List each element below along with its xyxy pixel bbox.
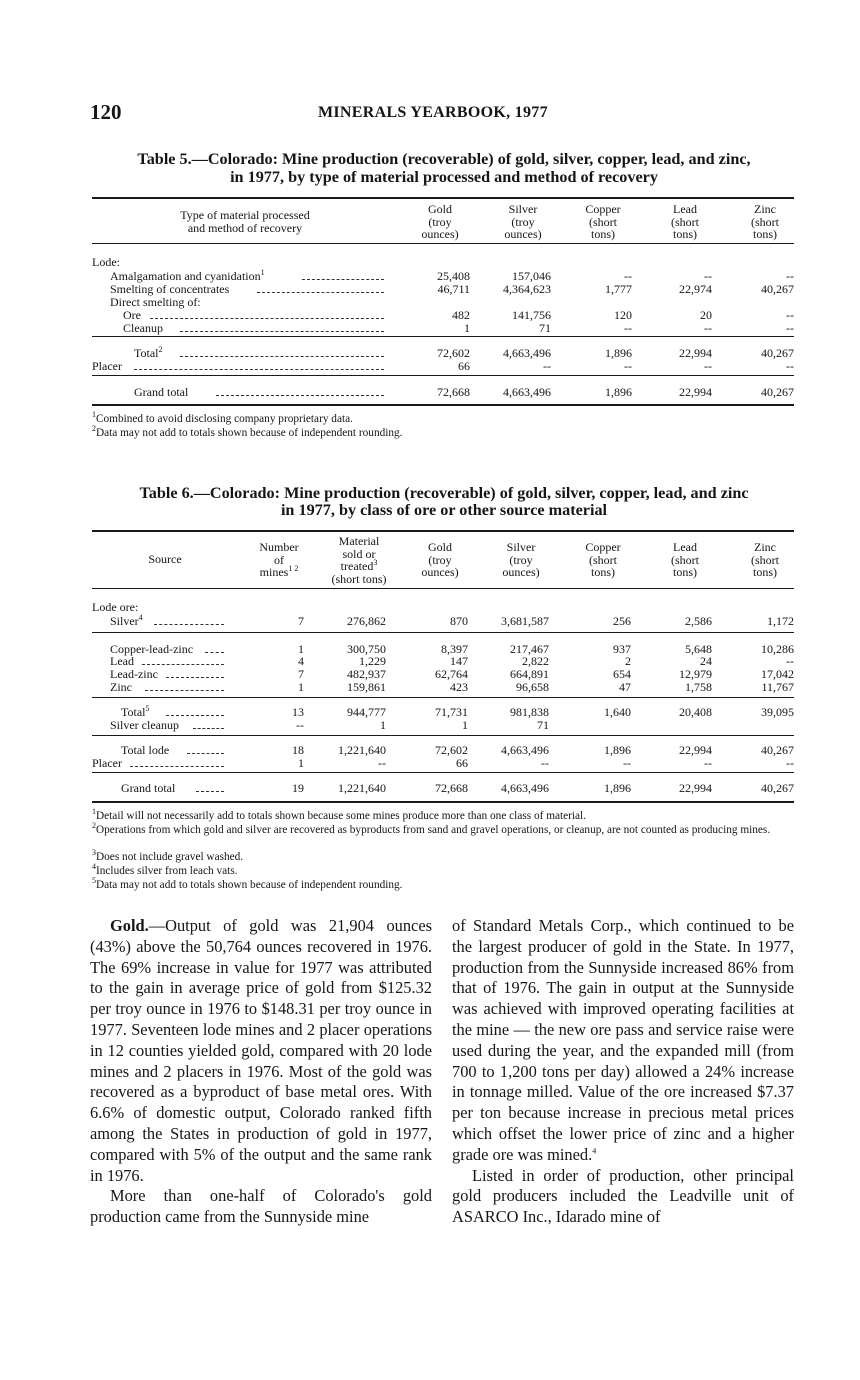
table5-cell-ore-gold: 482 [452,308,470,322]
body-column-right [452,916,794,1228]
table6-cell-silver-cleanup-silver: 71 [537,718,549,732]
table5-cell-smelting-gold: 46,711 [437,282,470,296]
table5-cell-smelting-copper: 1,777 [605,282,632,296]
table6-cell-lead-zinc-mines: 7 [298,667,304,681]
sunnyside-paragraph-cont: of Standard Metals Corp., which continued to be the largest producer of gold in the State. In 1977, production from the Sunnyside increased 86% from that of 1976. The gain in output at the Sunnyside was achieved with improved operating facilities at the mine — the new ore pass and service raise were used during the year, and the expanded mill (from 700 to 1,200 tons per day) allowed a 24% increase in tonnage milled. Value of the ore increased $7.37 per ton because increase in precious metal prices which offset the lower price of zinc and a higher grade ore was mined.$^4$ [452,916,794,1164]
table5-cell-smelting-silver: 4,364,623 [503,282,551,296]
leader-dots [205,652,224,653]
table6-cell-placer-zinc: -- [786,756,794,770]
table6-cell-lead-silver: 2,822 [522,654,549,668]
table6-cell-lead-zinc-copper: 654 [613,667,631,681]
leader-dots [145,690,224,691]
table5-footnote-2: $^2$Data may not add to totals shown because of independent rounding. [92,424,403,439]
table6-cell-silver-mines: 7 [298,614,304,628]
leader-dots [150,318,384,319]
table5-header-lead: Lead (short tons) [671,202,699,241]
table6-cell-lead-zinc-zinc: 17,042 [761,667,794,681]
table6-cell-lead-zinc-gold: 62,764 [435,667,468,681]
table6-cell-placer-gold: 66 [456,756,468,770]
leader-dots [187,753,224,754]
table6-cell-lead-zinc-silver: 664,891 [510,667,549,681]
table5-cell-ore-zinc: -- [786,308,794,322]
table5-header-zinc: Zinc (short tons) [751,202,779,241]
table6-cell-total-gold: 71,731 [435,705,468,719]
table6-cell-lead-copper: 2 [625,654,631,668]
table5-cell-total-zinc: 40,267 [761,346,794,360]
table6-cell-grand-total-silver: 4,663,496 [501,781,549,795]
table6-header-number-of-mines: Number of mines$^{1 2}$ [259,540,299,579]
table6-cell-cu-pb-zn-silver: 217,467 [510,642,549,656]
table5-row-total: Total$^2$ [134,345,163,360]
table6-cell-cu-pb-zn-gold: 8,397 [441,642,468,656]
table5-row-grand-total: Grand total [134,385,189,399]
leader-dots [130,766,224,767]
table5-row-ore: Ore [123,308,141,322]
table6-cell-lead-mines: 4 [298,654,304,668]
table6-cell-silver-material: 276,862 [347,614,386,628]
table6-cell-lead-material: 1,229 [359,654,386,668]
table5-header-copper: Copper (short tons) [585,202,621,241]
table6-header-lead: Lead (short tons) [671,540,699,579]
table5-row-placer: Placer [92,359,122,373]
table5-cell-smelting-lead: 22,974 [679,282,712,296]
table6-cell-total-lode-silver: 4,663,496 [501,743,549,757]
table6-cell-placer-lead: -- [704,756,712,770]
table6-cell-silver-gold: 870 [450,614,468,628]
table6-row-total-lode: Total lode [121,743,170,757]
table5-cell-amalgamation-lead: -- [704,269,712,283]
table6-title-line1: Table 6.—Colorado: Mine production (recoverable) of gold, silver, copper, lead, and zinc [139,484,749,502]
table6-cell-silver-lead: 2,586 [685,614,712,628]
table6-row-zinc: Zinc [110,680,132,694]
table6-cell-total-copper: 1,640 [604,705,631,719]
table5-cell-total-lead: 22,994 [679,346,712,360]
other-producers-paragraph: Listed in order of production, other principal gold producers included the Leadville unit of ASARCO Inc., Idarado mine of [452,1165,794,1227]
table5-title-line1: Table 5.—Colorado: Mine production (recoverable) of gold, silver, copper, lead, and zinc, [137,150,751,168]
table6-cell-lead-lead: 24 [700,654,712,668]
page-number: 120 [90,100,122,124]
leader-dots [216,395,384,396]
table5-cell-smelting-zinc: 40,267 [761,282,794,296]
table6-cell-zinc-lead: 1,758 [685,680,712,694]
table6-row-total: Total$^5$ [121,704,150,719]
table6-cell-total-zinc: 39,095 [761,705,794,719]
table6-subtotal-rule [92,697,794,698]
table6-cell-total-lode-lead: 22,994 [679,743,712,757]
table6-cell-lead-zinc-material: 482,937 [347,667,386,681]
table6-row-silver: Silver$^4$ [110,613,143,628]
table6-cell-zinc-mines: 1 [298,680,304,694]
table6-cell-lead-zinc: -- [786,654,794,668]
table6-cell-zinc-silver: 96,658 [516,680,549,694]
table6-cell-total-lead: 20,408 [679,705,712,719]
table6-cell-total-silver: 981,838 [510,705,549,719]
table6-header-copper: Copper (short tons) [585,540,621,579]
leader-dots [180,331,384,332]
table6-header-zinc: Zinc (short tons) [751,540,779,579]
leader-dots [166,677,224,678]
table5-header-rule [92,243,794,244]
table6-cell-cu-pb-zn-lead: 5,648 [685,642,712,656]
table6-cell-cu-pb-zn-mines: 1 [298,642,304,656]
table5-cell-grand-total-silver: 4,663,496 [503,385,551,399]
table6-cell-lead-zinc-lead: 12,979 [679,667,712,681]
table6-cell-placer-silver: -- [541,756,549,770]
leader-dots [142,664,224,665]
table5-total-rule [92,375,794,376]
gold-paragraph: Gold.—Output of gold was 21,904 ounces (43%) above the 50,764 ounces recovered in 1976. The 69% increase in value for 1977 was attributed to the gain in average price of gold from $125.32 per troy ounce in 1976 to $148.31 per troy ounce in 1977. Seventeen lode mines and 2 placer operations in 12 counties yielded gold, compared with 20 lode mines and 2 placers in 1976. Most of the gold was recovered as a byproduct of base metal ores. With 6.6% of domestic output, Colorado ranked fifth among the States in production of gold in 1977, compared with 5% of the output and the same rank in 1976. [90,916,432,1185]
table6-cell-grand-total-gold: 72,668 [435,781,468,795]
table5-row-smelting: Smelting of concentrates [110,282,230,296]
table6-cell-total-lode-zinc: 40,267 [761,743,794,757]
table5-cell-grand-total-gold: 72,668 [437,385,470,399]
leader-dots [257,292,384,293]
table5-bottom-rule [92,404,794,406]
table5-subtotal-rule [92,336,794,337]
table5-cell-placer-copper: -- [624,359,632,373]
table6-header-rule [92,588,794,589]
running-title: MINERALS YEARBOOK, 1977 [318,104,548,121]
table5-header-gold: Gold (troy ounces) [421,202,459,241]
table6-row-placer: Placer [92,756,122,770]
table6-footnote-4: $^4$Includes silver from leach vats. [92,862,238,877]
table6-cell-total-lode-gold: 72,602 [435,743,468,757]
table6-title-line2: in 1977, by class of ore or other source material [280,501,608,519]
table6-cell-cu-pb-zn-zinc: 10,286 [761,642,794,656]
table6-footnote-3: $^3$Does not include gravel washed. [92,848,244,863]
table5-cell-ore-lead: 20 [700,308,712,322]
table6-cell-total-mines: 13 [292,705,304,719]
table6-row-silver-cleanup: Silver cleanup [110,718,179,732]
table6-row-lead: Lead [110,654,134,668]
table6-cell-cu-pb-zn-material: 300,750 [347,642,386,656]
table6-cell-zinc-material: 159,861 [347,680,386,694]
leader-dots [166,715,224,716]
table6-header-gold: Gold (troy ounces) [421,540,459,579]
table6-placer-rule [92,772,794,773]
table6-footnote-5: $^5$Data may not add to totals shown because of independent rounding. [92,876,403,891]
table6-row-grand-total: Grand total [121,781,176,795]
leader-dots [154,624,224,625]
table5-cell-total-copper: 1,896 [605,346,632,360]
table5-cell-placer-lead: -- [704,359,712,373]
body-column-left [90,916,432,1228]
table5-cell-amalgamation-zinc: -- [786,269,794,283]
leader-dots [302,279,384,280]
table6-cell-grand-total-mines: 19 [292,781,304,795]
table5-cell-cleanup-silver: 71 [539,321,551,335]
table6-cell-grand-total-material: 1,221,640 [338,781,386,795]
table5-cell-grand-total-lead: 22,994 [679,385,712,399]
table6-row-lode-ore: Lode ore: [92,600,139,614]
table6-row-copper-lead-zinc: Copper-lead-zinc [110,642,194,656]
table5-row-cleanup: Cleanup [123,321,163,335]
table5-cell-cleanup-zinc: -- [786,321,794,335]
table5-cell-amalgamation-gold: 25,408 [437,269,470,283]
table6-cell-placer-copper: -- [623,756,631,770]
table5-cell-placer-zinc: -- [786,359,794,373]
table6-cell-zinc-copper: 47 [619,680,631,694]
table6-cell-lead-gold: 147 [450,654,468,668]
leader-dots [193,728,224,729]
table6-top-rule [92,530,794,532]
table6-cell-total-lode-material: 1,221,640 [338,743,386,757]
table5-footnote-1: $^1$Combined to avoid disclosing company proprietary data. [92,410,353,425]
table6-header-material: Material sold or treated$^3$ (short tons) [331,534,387,586]
table5-cell-total-silver: 4,663,496 [503,346,551,360]
table5-header-type: Type of material processed and method of recovery [180,208,310,235]
table6-bottom-rule [92,801,794,803]
table6-cell-zinc-zinc: 11,767 [761,680,794,694]
table5-cell-grand-total-zinc: 40,267 [761,385,794,399]
table5-cell-amalgamation-copper: -- [624,269,632,283]
table6-footnote-1: $^1$Detail will not necessarily add to totals shown because some mines produce more than one class of material. [92,807,587,822]
table6-cell-silver-cleanup-gold: 1 [462,718,468,732]
table5-cell-grand-total-copper: 1,896 [605,385,632,399]
table6-footnote-2: $^2$Operations from which gold and silver are recovered as byproducts from sand and gravel operations, or cleanup, are not counted as producing mines. [92,821,771,836]
table6-cell-total-lode-mines: 18 [292,743,304,757]
table6-total-rule [92,735,794,736]
leader-dots [196,791,224,792]
leader-dots [134,369,384,370]
table5-cell-amalgamation-silver: 157,046 [512,269,551,283]
table6-cell-placer-mines: 1 [298,756,304,770]
table6-cell-zinc-gold: 423 [450,680,468,694]
table5-cell-cleanup-gold: 1 [464,321,470,335]
table6-cell-grand-total-zinc: 40,267 [761,781,794,795]
table6-header-source: Source [148,552,182,566]
table5-row-amalgamation: Amalgamation and cyanidation$^1$ [110,268,265,283]
table5-cell-cleanup-lead: -- [704,321,712,335]
table5-cell-total-gold: 72,602 [437,346,470,360]
table6-cell-silver-cleanup-mines: -- [296,718,304,732]
table5-row-lode: Lode: [92,255,120,269]
table5-cell-placer-gold: 66 [458,359,470,373]
leader-dots [180,356,384,357]
table6-cell-grand-total-copper: 1,896 [604,781,631,795]
table5-header-silver: Silver (troy ounces) [504,202,542,241]
table5-title-line2: in 1977, by type of material processed and method of recovery [230,168,658,186]
table5-cell-ore-silver: 141,756 [512,308,551,322]
table6-cell-silver-silver: 3,681,587 [501,614,549,628]
table6-cell-cu-pb-zn-copper: 937 [613,642,631,656]
table6-cell-silver-copper: 256 [613,614,631,628]
table5-cell-ore-copper: 120 [614,308,632,322]
table6-header-silver: Silver (troy ounces) [502,540,540,579]
table6-cell-total-lode-copper: 1,896 [604,743,631,757]
table5-top-rule [92,197,794,199]
table6-silver-rule [92,632,794,633]
table6-cell-silver-cleanup-material: 1 [380,718,386,732]
sunnyside-paragraph-start: More than one-half of Colorado's gold production came from the Sunnyside mine [90,1186,432,1227]
table5-cell-cleanup-copper: -- [624,321,632,335]
table6-cell-placer-material: -- [378,756,386,770]
table6-row-lead-zinc: Lead-zinc [110,667,158,681]
table6-cell-total-material: 944,777 [347,705,386,719]
table6-cell-silver-zinc: 1,172 [767,614,794,628]
table6-cell-grand-total-lead: 22,994 [679,781,712,795]
table5-cell-placer-silver: -- [543,359,551,373]
gold-heading: Gold. [110,916,149,935]
table5-row-direct-smelting: Direct smelting of: [110,295,201,309]
